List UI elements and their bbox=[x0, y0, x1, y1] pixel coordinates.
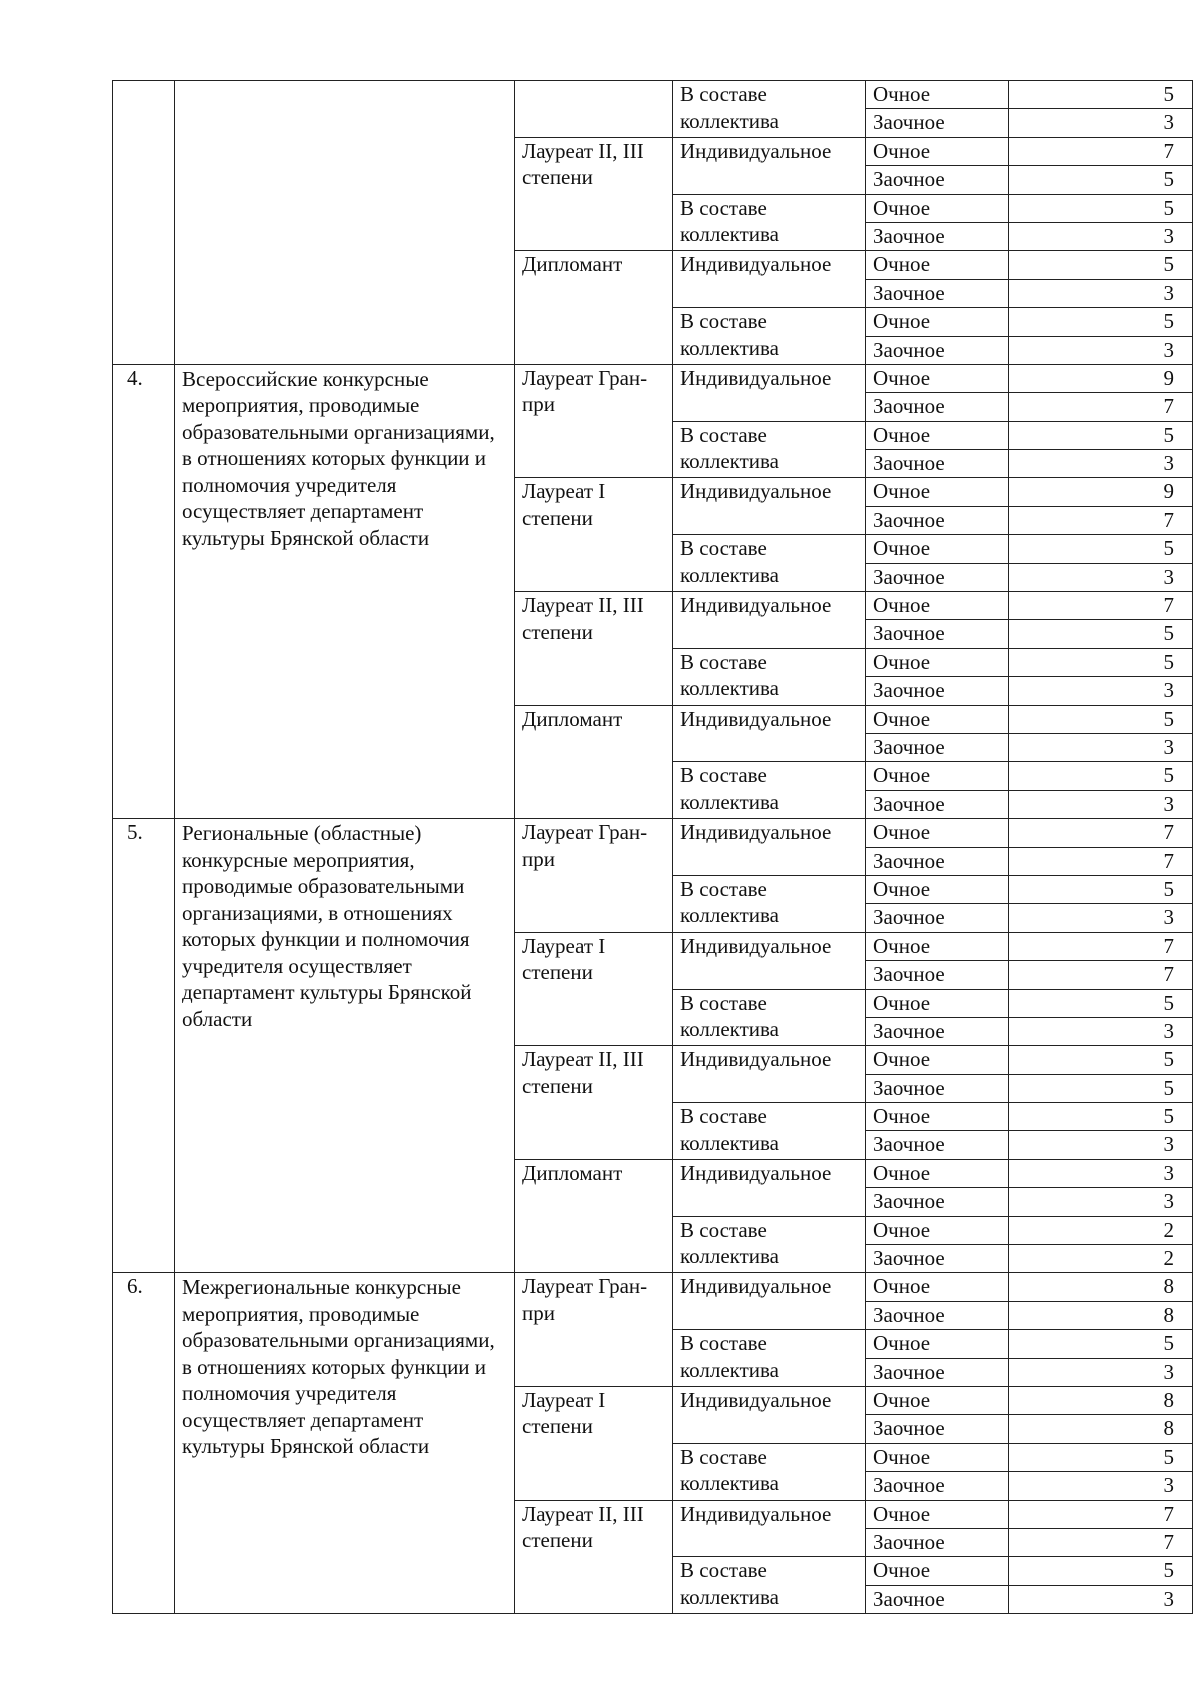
section-number: 5. bbox=[113, 819, 175, 1273]
participation-type: Индивидуальное bbox=[673, 1386, 866, 1443]
participation-type: Индивидуальное bbox=[673, 364, 866, 421]
points-value: 3 bbox=[1009, 563, 1193, 591]
participation-type: Индивидуальное bbox=[673, 137, 866, 194]
participation-form: Заочное bbox=[866, 393, 1009, 421]
participation-type: Индивидуальное bbox=[673, 251, 866, 308]
points-value: 3 bbox=[1009, 1131, 1193, 1159]
participation-form: Очное bbox=[866, 989, 1009, 1017]
points-value: 3 bbox=[1009, 222, 1193, 250]
participation-form: Заочное bbox=[866, 166, 1009, 194]
participation-form: Очное bbox=[866, 194, 1009, 222]
points-value: 8 bbox=[1009, 1301, 1193, 1329]
participation-type: В составе коллектива bbox=[673, 1330, 866, 1387]
points-value: 8 bbox=[1009, 1415, 1193, 1443]
rank-label: Лауреат I степени bbox=[515, 1386, 673, 1500]
points-value: 5 bbox=[1009, 762, 1193, 790]
table-row bbox=[113, 1273, 1193, 1301]
participation-form: Очное bbox=[866, 81, 1009, 109]
participation-form: Очное bbox=[866, 1443, 1009, 1471]
participation-type: Индивидуальное bbox=[673, 478, 866, 535]
participation-type: В составе коллектива bbox=[673, 81, 866, 138]
table-row bbox=[113, 81, 1193, 109]
participation-type: Индивидуальное bbox=[673, 1159, 866, 1216]
participation-form: Заочное bbox=[866, 1472, 1009, 1500]
participation-type: Индивидуальное bbox=[673, 705, 866, 762]
points-value: 3 bbox=[1009, 1472, 1193, 1500]
points-value: 8 bbox=[1009, 1386, 1193, 1414]
section-number: 6. bbox=[113, 1273, 175, 1614]
participation-form: Заочное bbox=[866, 450, 1009, 478]
points-value: 7 bbox=[1009, 592, 1193, 620]
participation-type: Индивидуальное bbox=[673, 592, 866, 649]
participation-form: Заочное bbox=[866, 1131, 1009, 1159]
participation-form: Очное bbox=[866, 648, 1009, 676]
participation-type: В составе коллектива bbox=[673, 1216, 866, 1273]
participation-form: Очное bbox=[866, 819, 1009, 847]
participation-type: В составе коллектива bbox=[673, 1557, 866, 1614]
participation-form: Очное bbox=[866, 592, 1009, 620]
points-value: 5 bbox=[1009, 1330, 1193, 1358]
points-value: 3 bbox=[1009, 1159, 1193, 1187]
participation-form: Заочное bbox=[866, 336, 1009, 364]
points-value: 3 bbox=[1009, 109, 1193, 137]
points-value: 7 bbox=[1009, 932, 1193, 960]
participation-form: Заочное bbox=[866, 847, 1009, 875]
participation-type: В составе коллектива bbox=[673, 308, 866, 365]
points-value: 5 bbox=[1009, 1103, 1193, 1131]
points-value: 5 bbox=[1009, 705, 1193, 733]
points-value: 5 bbox=[1009, 421, 1193, 449]
participation-type: В составе коллектива bbox=[673, 194, 866, 251]
points-table-body bbox=[113, 81, 1193, 1614]
participation-form: Очное bbox=[866, 932, 1009, 960]
participation-form: Очное bbox=[866, 1500, 1009, 1528]
points-value: 5 bbox=[1009, 1443, 1193, 1471]
points-value: 5 bbox=[1009, 1074, 1193, 1102]
participation-form: Очное bbox=[866, 137, 1009, 165]
participation-type: Индивидуальное bbox=[673, 1046, 866, 1103]
participation-form: Очное bbox=[866, 1330, 1009, 1358]
participation-type: В составе коллектива bbox=[673, 535, 866, 592]
table-row bbox=[113, 364, 1193, 392]
points-value: 5 bbox=[1009, 251, 1193, 279]
points-value: 5 bbox=[1009, 166, 1193, 194]
table-row bbox=[113, 819, 1193, 847]
points-value: 3 bbox=[1009, 733, 1193, 761]
points-value: 7 bbox=[1009, 1500, 1193, 1528]
points-value: 8 bbox=[1009, 1273, 1193, 1301]
participation-form: Очное bbox=[866, 1159, 1009, 1187]
participation-form: Очное bbox=[866, 308, 1009, 336]
points-value: 9 bbox=[1009, 364, 1193, 392]
participation-type: Индивидуальное bbox=[673, 819, 866, 876]
points-value: 5 bbox=[1009, 1046, 1193, 1074]
points-value: 3 bbox=[1009, 1585, 1193, 1613]
participation-form: Заочное bbox=[866, 961, 1009, 989]
rank-label: Дипломант bbox=[515, 1159, 673, 1273]
participation-form: Заочное bbox=[866, 1188, 1009, 1216]
participation-form: Заочное bbox=[866, 1415, 1009, 1443]
rank-label: Лауреат Гран-при bbox=[515, 1273, 673, 1387]
points-value: 7 bbox=[1009, 506, 1193, 534]
points-value: 5 bbox=[1009, 875, 1193, 903]
points-value: 5 bbox=[1009, 535, 1193, 563]
participation-form: Очное bbox=[866, 478, 1009, 506]
participation-form: Заочное bbox=[866, 222, 1009, 250]
participation-form: Заочное bbox=[866, 1074, 1009, 1102]
participation-form: Очное bbox=[866, 1103, 1009, 1131]
rank-label: Лауреат I степени bbox=[515, 932, 673, 1046]
participation-form: Очное bbox=[866, 1557, 1009, 1585]
points-value: 5 bbox=[1009, 81, 1193, 109]
section-number bbox=[113, 81, 175, 365]
participation-type: В составе коллектива bbox=[673, 989, 866, 1046]
points-value: 3 bbox=[1009, 279, 1193, 307]
participation-form: Заочное bbox=[866, 1301, 1009, 1329]
section-number: 4. bbox=[113, 364, 175, 818]
points-value: 5 bbox=[1009, 648, 1193, 676]
rank-label: Лауреат Гран-при bbox=[515, 819, 673, 933]
participation-type: В составе коллектива bbox=[673, 875, 866, 932]
participation-type: В составе коллектива bbox=[673, 421, 866, 478]
participation-type: Индивидуальное bbox=[673, 932, 866, 989]
participation-form: Заочное bbox=[866, 109, 1009, 137]
points-value: 5 bbox=[1009, 308, 1193, 336]
points-value: 2 bbox=[1009, 1216, 1193, 1244]
participation-type: Индивидуальное bbox=[673, 1273, 866, 1330]
participation-form: Заочное bbox=[866, 620, 1009, 648]
participation-form: Заочное bbox=[866, 733, 1009, 761]
section-title: Межрегиональные конкурсные мероприятия, проводимые образовательными организациями, в отношениях которых функции и полномочия учредителя осуществляет департамент культуры Брянской области bbox=[175, 1273, 515, 1614]
points-value: 3 bbox=[1009, 450, 1193, 478]
participation-form: Заочное bbox=[866, 1528, 1009, 1556]
participation-form: Очное bbox=[866, 364, 1009, 392]
participation-form: Очное bbox=[866, 421, 1009, 449]
section-title: Всероссийские конкурсные мероприятия, проводимые образовательными организациями, в отношениях которых функции и полномочия учредителя осуществляет департамент культуры Брянской области bbox=[175, 364, 515, 818]
participation-form: Заочное bbox=[866, 1585, 1009, 1613]
points-value: 3 bbox=[1009, 336, 1193, 364]
section-title bbox=[175, 81, 515, 365]
points-value: 5 bbox=[1009, 989, 1193, 1017]
rank-label: Лауреат II, III степени bbox=[515, 137, 673, 251]
participation-form: Очное bbox=[866, 1046, 1009, 1074]
participation-form: Очное bbox=[866, 762, 1009, 790]
participation-form: Заочное bbox=[866, 1017, 1009, 1045]
participation-type: В составе коллектива bbox=[673, 1103, 866, 1160]
points-value: 7 bbox=[1009, 819, 1193, 847]
points-table bbox=[112, 80, 1193, 1614]
participation-form: Заочное bbox=[866, 677, 1009, 705]
participation-form: Заочное bbox=[866, 563, 1009, 591]
participation-type: В составе коллектива bbox=[673, 648, 866, 705]
participation-type: Индивидуальное bbox=[673, 1500, 866, 1557]
participation-type: В составе коллектива bbox=[673, 1443, 866, 1500]
points-value: 3 bbox=[1009, 1188, 1193, 1216]
participation-form: Очное bbox=[866, 1273, 1009, 1301]
points-value: 2 bbox=[1009, 1245, 1193, 1273]
rank-label: Лауреат II, III степени bbox=[515, 1046, 673, 1160]
rank-label: Лауреат Гран-при bbox=[515, 364, 673, 478]
participation-form: Заочное bbox=[866, 904, 1009, 932]
section-title: Региональные (областные) конкурсные мероприятия, проводимые образовательными организациями, в отношениях которых функции и полномочия учредителя осуществляет департамент культуры Брянской области bbox=[175, 819, 515, 1273]
points-value: 3 bbox=[1009, 790, 1193, 818]
points-value: 3 bbox=[1009, 1017, 1193, 1045]
participation-form: Заочное bbox=[866, 1358, 1009, 1386]
participation-form: Очное bbox=[866, 875, 1009, 903]
participation-form: Заочное bbox=[866, 506, 1009, 534]
participation-form: Очное bbox=[866, 705, 1009, 733]
participation-form: Заочное bbox=[866, 790, 1009, 818]
points-value: 3 bbox=[1009, 677, 1193, 705]
points-value: 3 bbox=[1009, 904, 1193, 932]
participation-form: Заочное bbox=[866, 1245, 1009, 1273]
rank-label: Лауреат II, III степени bbox=[515, 1500, 673, 1614]
points-value: 5 bbox=[1009, 194, 1193, 222]
points-value: 7 bbox=[1009, 961, 1193, 989]
points-value: 7 bbox=[1009, 847, 1193, 875]
rank-label bbox=[515, 81, 673, 138]
points-value: 5 bbox=[1009, 1557, 1193, 1585]
points-value: 9 bbox=[1009, 478, 1193, 506]
participation-type: В составе коллектива bbox=[673, 762, 866, 819]
rank-label: Лауреат II, III степени bbox=[515, 592, 673, 706]
points-value: 3 bbox=[1009, 1358, 1193, 1386]
participation-form: Очное bbox=[866, 251, 1009, 279]
participation-form: Очное bbox=[866, 1386, 1009, 1414]
points-value: 7 bbox=[1009, 1528, 1193, 1556]
participation-form: Очное bbox=[866, 1216, 1009, 1244]
points-value: 7 bbox=[1009, 137, 1193, 165]
rank-label: Дипломант bbox=[515, 251, 673, 365]
rank-label: Лауреат I степени bbox=[515, 478, 673, 592]
rank-label: Дипломант bbox=[515, 705, 673, 819]
points-value: 7 bbox=[1009, 393, 1193, 421]
participation-form: Заочное bbox=[866, 279, 1009, 307]
participation-form: Очное bbox=[866, 535, 1009, 563]
points-value: 5 bbox=[1009, 620, 1193, 648]
